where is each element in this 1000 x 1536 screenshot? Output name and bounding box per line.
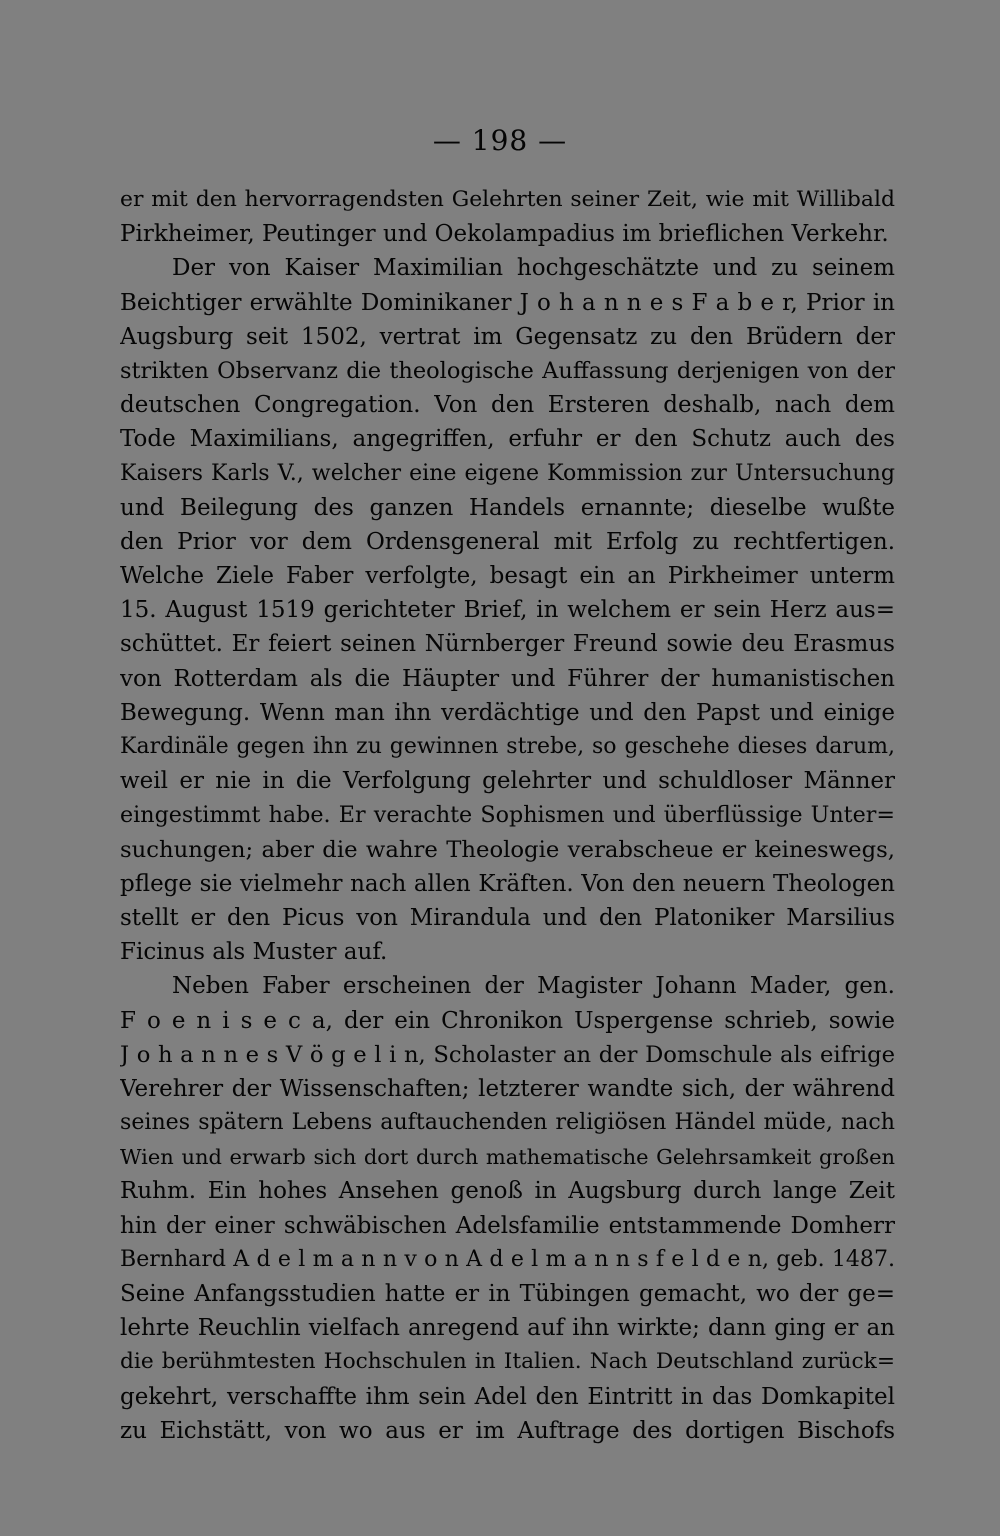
- text-line: stellt er den Picus von Mirandula und den Platoniker Marsilius: [120, 904, 895, 931]
- text-line: Kaisers Karls V., welcher eine eigene Kommission zur Untersuchung: [120, 460, 895, 486]
- text-line: Wien und erwarb sich dort durch mathematische Gelehrsamkeit großen: [120, 1145, 895, 1170]
- text-line: schüttet. Er feiert seinen Nürnberger Freund sowie deu Erasmus: [120, 631, 895, 658]
- text-line: seines spätern Lebens auftauchenden religiösen Händel müde, nach: [120, 1110, 895, 1136]
- text-line: Tode Maximilians, angegriffen, erfuhr er den Schutz auch des: [120, 426, 895, 453]
- text-line: eingestimmt habe. Er verachte Sophismen und überflüssige Unter=: [120, 802, 895, 829]
- text-line: er mit den hervorragendsten Gelehrten seiner Zeit, wie mit Willibald: [120, 187, 895, 212]
- text-line: gekehrt, verschaffte ihm sein Adel den Eintritt in das Domkapitel: [120, 1383, 895, 1410]
- text-line: hin der einer schwäbischen Adelsfamilie entstammende Domherr: [120, 1212, 895, 1239]
- text-line: zu Eichstätt, von wo aus er im Auftrage des dortigen Bischofs: [120, 1417, 895, 1444]
- text-line: suchungen; aber die wahre Theologie verabscheue er keineswegs,: [120, 836, 895, 863]
- text-line: Ficinus als Muster auf.: [120, 939, 388, 966]
- text-line: von Rotterdam als die Häupter und Führer der humanistischen: [120, 665, 895, 692]
- page-number: — 198 —: [432, 124, 568, 157]
- text-line: Der von Kaiser Maximilian hochgeschätzte und zu seinem: [172, 255, 895, 282]
- text-line: pflege sie vielmehr nach allen Kräften. Von den neuern Theologen: [120, 870, 895, 897]
- text-line: Welche Ziele Faber verfolgte, besagt ein an Pirkheimer unterm: [120, 563, 895, 590]
- text-line: den Prior vor dem Ordensgeneral mit Erfolg zu rechtfertigen.: [120, 528, 895, 555]
- text-line: Neben Faber erscheinen der Magister Johann Mader, gen.: [172, 973, 895, 1000]
- text-line: weil er nie in die Verfolgung gelehrter und schuldloser Männer: [120, 768, 895, 795]
- body-text: [120, 183, 895, 1448]
- text-line: lehrte Reuchlin vielfach anregend auf ihn wirkte; dann ging er an: [120, 1315, 895, 1342]
- text-line: Augsburg seit 1502, vertrat im Gegensatz zu den Brüdern der: [120, 323, 895, 350]
- text-line: Kardinäle gegen ihn zu gewinnen strebe, so geschehe dieses darum,: [120, 734, 895, 759]
- text-line: Ruhm. Ein hohes Ansehen genoß in Augsburg durch lange Zeit: [120, 1178, 895, 1205]
- text-line: strikten Observanz die theologische Auffassung derjenigen von der: [120, 357, 895, 384]
- text-line: deutschen Congregation. Von den Ersteren deshalb, nach dem: [120, 392, 895, 419]
- text-line: Verehrer der Wissenschaften; letzterer wandte sich, der während: [120, 1075, 895, 1102]
- text-line: J o h a n n e s V ö g e l i n, Scholaster an der Domschule als eifrige: [120, 1041, 895, 1068]
- text-line: Beichtiger erwählte Dominikaner J o h a n n e s F a b e r, Prior in: [120, 289, 895, 316]
- text-line: Seine Anfangsstudien hatte er in Tübingen gemacht, wo der ge=: [120, 1281, 895, 1307]
- text-line: Pirkheimer, Peutinger und Oekolampadius im brieflichen Verkehr.: [120, 221, 889, 248]
- text-line: die berühmtesten Hochschulen in Italien. Nach Deutschland zurück=: [120, 1349, 895, 1375]
- text-line: Bewegung. Wenn man ihn verdächtige und den Papst und einige: [120, 699, 895, 726]
- text-line: F o e n i s e c a, der ein Chronikon Uspergense schrieb, sowie: [120, 1007, 895, 1034]
- text-line: 15. August 1519 gerichteter Brief, in welchem er sein Herz aus=: [120, 597, 895, 624]
- text-line: Bernhard A d e l m a n n v o n A d e l m a n n s f e l d e n, geb. 1487.: [120, 1246, 895, 1272]
- text-line: und Beilegung des ganzen Handels ernannte; dieselbe wußte: [120, 494, 895, 521]
